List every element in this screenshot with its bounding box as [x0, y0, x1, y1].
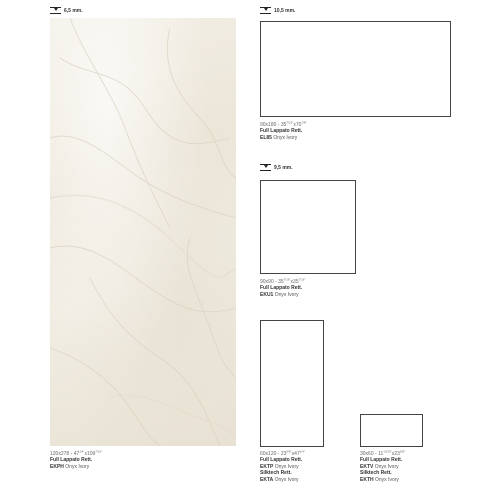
thickness-value: 9,5 mm.	[274, 164, 293, 171]
code-line: EKTP Onyx Ivory	[260, 463, 299, 470]
finish-label: Full Lappato Rett.	[50, 457, 93, 464]
finish-label: Full Lappato Rett.	[260, 128, 303, 135]
finish-label: Full Lappato Rett.	[260, 285, 303, 292]
tile-outline-60x120	[260, 320, 324, 447]
finish-label: Full Lappato Rett.	[360, 457, 403, 464]
code-line: EKPH Onyx Ivory	[50, 463, 90, 470]
marble-veins	[50, 18, 236, 446]
finish-label: Full Lappato Rett.	[260, 457, 303, 464]
slab-image-onyx-ivory	[50, 18, 236, 446]
finish-label-2: Silktech Rett.	[260, 470, 292, 477]
thickness-label-square	[260, 163, 293, 172]
caption-small	[360, 451, 405, 483]
caption-rect	[260, 122, 307, 141]
caption-square	[260, 279, 306, 298]
thickness-label-slab	[50, 6, 83, 15]
format-line: $90x180 - 35^{7/16"}x70^{7/8"}$	[260, 120, 307, 128]
format-line: $30x60 - 11^{13/16"}x23^{5/8"}$	[360, 449, 406, 457]
caption-tall	[260, 451, 305, 483]
code-line-2: EKTH Onyx Ivory	[360, 476, 399, 483]
thickness-label-rect	[260, 6, 295, 15]
tile-outline-30x60	[360, 414, 423, 447]
format-line: $60x120 - 23^{5/8"}x47^{1/4"}$	[260, 449, 305, 457]
format-line: $90x90 - 35^{7/16"}x35^{7/16"}$	[260, 277, 306, 285]
code-line: EL85 Onyx Ivory	[260, 134, 298, 141]
code-line-2: EKTA Onyx Ivory	[260, 476, 299, 483]
thickness-icon	[260, 163, 271, 172]
thickness-value: 10,5 mm.	[274, 7, 296, 14]
tile-outline-90x90	[260, 180, 356, 274]
caption-slab	[50, 451, 102, 470]
tile-outline-90x180	[260, 21, 451, 117]
code-line: EKU1 Onyx Ivory	[260, 291, 299, 298]
finish-label-2: Silktech Rett.	[360, 470, 392, 477]
format-line: $120x278 - 47^{1/4"}x109^{7/16"}$	[50, 449, 103, 457]
thickness-icon	[260, 6, 271, 15]
code-line: EKTV Onyx Ivory	[360, 463, 399, 470]
thickness-value: 6,5 mm.	[64, 7, 83, 14]
thickness-icon	[50, 6, 61, 15]
